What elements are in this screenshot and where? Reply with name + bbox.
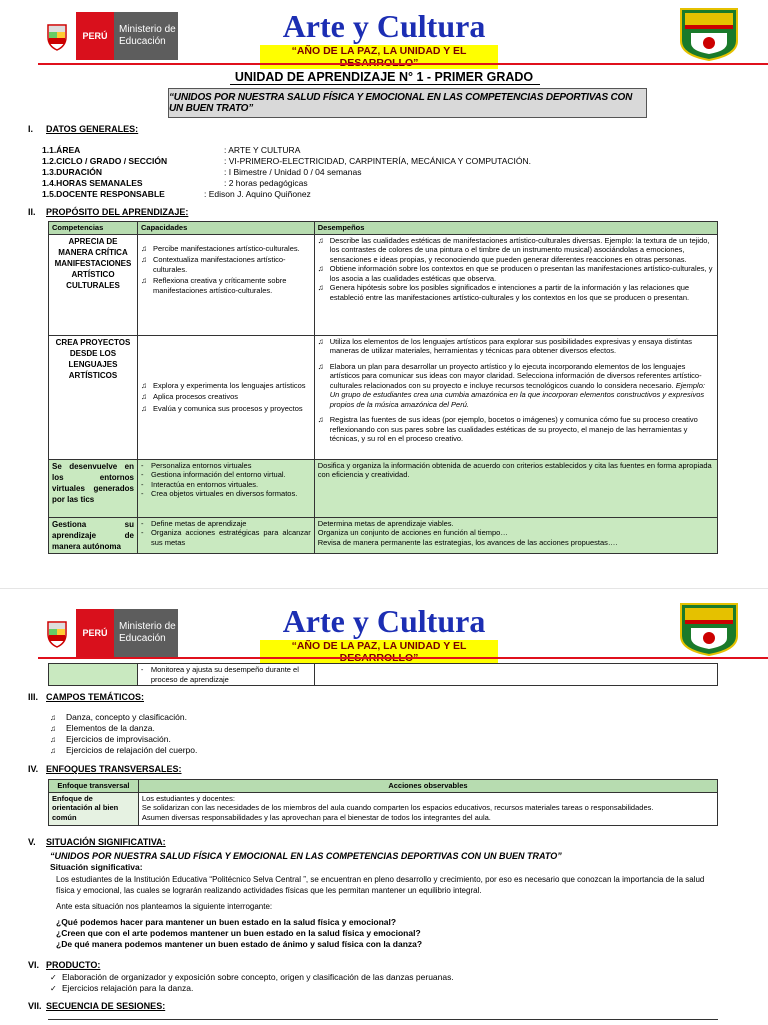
enfoque-name: Enfoque de orientación al bien común	[49, 792, 139, 825]
col-enfoque: Enfoque transversal	[49, 780, 139, 793]
desempenos-3: Dosifica y organiza la información obtenida de acuerdo con criterios establecidos y cita las fuentes en forma apropiada con eficiencia y creatividad.	[314, 459, 717, 517]
situacion-intro: Ante esta situación nos planteamos la siguiente interrogante:	[56, 902, 273, 911]
producto-list	[50, 972, 454, 994]
table-row	[49, 234, 718, 335]
table-row	[49, 459, 718, 517]
page-header	[0, 589, 768, 659]
section-situacion: V. SITUACIÓN SIGNIFICATIVA:	[28, 837, 166, 847]
list-item: ✓ Ejercicios relajación para la danza.	[50, 983, 194, 993]
table-row	[49, 517, 718, 553]
list-item: - Organiza acciones estratégicas para alcanzar sus metas	[140, 528, 311, 547]
page-header	[0, 0, 768, 70]
table-row	[49, 335, 718, 459]
motto: “AÑO DE LA PAZ, LA UNIDAD Y EL	[260, 640, 498, 664]
music-note-icon: ♫	[317, 415, 324, 424]
header-rule	[38, 657, 768, 659]
list-item: ♫ Registra las fuentes de sus ideas (por ejemplo, bocetos o imágenes) y comunica cómo fue su proceso creativo reflexionando con sus pares sobre las cualidades estéticas de su proyecto, el manejo de las herramientas y técnicas, y su rol en el proceso creativo.	[317, 415, 698, 443]
list-item: ♫ Elabora un plan para desarrollar un proyecto artístico y lo ejecuta incorporando elementos de los lenguajes artísticos para comunicar sus ideas con mayor claridad. Selecciona información de diversos referentes artístico-culturales relacionados con su proyecto e incluye recursos tecnológicos cuando lo considera necesario. Ejemplo: Un grupo de estudiantes crea una cumbia amazónica en la que incorporan elementos constructivos y expresivos propios de la música amazónica del Perú.	[317, 361, 705, 409]
list-item: ♫ Describe las cualidades estéticas de manifestaciones artístico-culturales diversas. Ejemplo: la textura de un tejido, los contrastes de colores de una pintura o el timbre de un instrumento musical) asociándolas a emociones, sensaciones e ideas propias, y reconociendo que pueden generar diferentes reacciones en otras personas.	[317, 235, 710, 264]
section-enfoques: IV. ENFOQUES TRANSVERSALES:	[28, 764, 182, 774]
ministry-name: Ministerio de Educación	[114, 12, 178, 60]
competencia-3: Se desenvuelve en los entornos virtuales generados por las tics	[49, 459, 138, 517]
question-3: ¿De qué manera podemos mantener un buen estado de ánimo y salud física con la danza?	[56, 939, 423, 949]
list-item: ♫ Evalúa y comunica sus procesos y proyectos	[140, 403, 303, 413]
motto: “AÑO DE LA PAZ, LA UNIDAD Y EL	[260, 45, 498, 69]
table-row	[49, 792, 718, 825]
section-proposito: II. PROPÓSITO DEL APRENDIZAJE:	[28, 207, 189, 217]
music-note-icon: ♫	[140, 392, 147, 402]
competencia-2: CREA PROYECTOS DESDE LOS LENGUAJES ARTÍSTICOS	[49, 335, 138, 459]
acciones-observables: Los estudiantes y docentes: Se solidarizan con las necesidades de los miembros del aula cuando comparten los espacios educativos, recursos materiales tareas o responsabilidades. Asumen diversas responsabilidades y las aprovechan para el bienestar de todos los integrantes del aula.	[138, 792, 717, 825]
question-2: ¿Creen que con el arte podemos mantener un buen estado en la salud física y emocional?	[56, 928, 421, 938]
list-item: ♫ Utiliza los elementos de los lenguajes artísticos para explorar sus posibilidades expresivas y ensaya distintas maneras de utilizar materiales, herramientas y técnicas para obtener diversos efectos.	[317, 336, 693, 355]
situacion-subtitle: Situación significativa:	[50, 862, 143, 872]
proposito-table	[48, 221, 718, 554]
music-note-icon: ♫	[140, 276, 147, 285]
school-crest-icon	[677, 602, 741, 656]
datos-row: 1.5.DOCENTE RESPONSABLE : Edison J. Aquino Quiñonez	[42, 189, 311, 199]
unidad-underline	[230, 84, 540, 85]
situacion-title: “UNIDOS POR NUESTRA SALUD FÍSICA Y EMOCIONAL EN LAS COMPETENCIAS DEPORTIVAS CON UN BUEN TRATO”	[50, 851, 562, 861]
capacidades-3	[137, 459, 314, 517]
col-competencias: Competencias	[49, 222, 138, 235]
music-note-icon: ♫	[317, 264, 324, 273]
proposito-table-continued	[48, 663, 718, 686]
list-item: - Personaliza entornos virtuales	[140, 460, 252, 470]
music-note-icon: ♫	[140, 380, 147, 390]
check-icon: ✓	[50, 984, 57, 993]
music-note-icon: ♫	[140, 243, 147, 253]
desempeno-cont	[314, 664, 717, 686]
list-item: - Interactúa en entornos virtuales.	[140, 479, 259, 489]
music-note-icon: ♫	[317, 336, 324, 346]
page-2	[0, 588, 768, 1025]
music-note-icon: ♫	[317, 235, 324, 245]
secuencia-table-top	[48, 1019, 718, 1022]
section-secuencia: VII. SECUENCIA DE SESIONES:	[28, 1001, 166, 1011]
music-note-icon: ♫	[317, 361, 324, 371]
ministry-country: PERÚ	[76, 609, 114, 657]
datos-row: 1.2.CICLO / GRADO / SECCIÓN : VI-PRIMERO-ELECTRICIDAD, CARPINTERÍA, MECÁNICA Y COMPUTACIÓN.	[42, 156, 531, 166]
list-item: ♫ Contextualiza manifestaciones artístico-culturales.	[140, 255, 286, 274]
capacidades-4	[137, 517, 314, 553]
situacion-text: Los estudiantes de la Institución Educativa “Politécnico Selva Central ”, se encuentran en pleno desarrollo y crecimiento, por eso es necesario que conozcan la importancia de la salud física y emocional, las cuales se lograrán realizando actividades físicas que les permitan mantener un equilibrio integral.	[56, 875, 705, 895]
datos-generales	[42, 145, 531, 200]
section-producto: VI. PRODUCTO:	[28, 960, 101, 970]
unit-banner: “UNIDOS POR NUESTRA SALUD FÍSICA Y EMOCIONAL EN LAS COMPETENCIAS DEPORTIVAS CON UN BUEN TRATO”	[168, 88, 647, 118]
school-crest-icon	[677, 7, 741, 61]
col-acciones: Acciones observables	[138, 780, 717, 793]
col-desempenos: Desempeños	[314, 222, 717, 235]
section-campos: III. CAMPOS TEMÁTICOS:	[28, 692, 144, 702]
header-rule	[38, 63, 768, 65]
list-item: ♫ Ejercicios de relajación del cuerpo.	[50, 745, 198, 755]
capacidad-cont: - Monitorea y ajusta su desempeño durante el proceso de aprendizaje	[137, 664, 314, 686]
competencia-cont	[49, 664, 138, 686]
list-item: ✓ Elaboración de organizador y exposición sobre concepto, origen y clasificación de las danzas peruanas.	[50, 972, 454, 982]
list-item: ♫ Elementos de la danza.	[50, 723, 155, 733]
col-capacidades: Capacidades	[137, 222, 314, 235]
list-item: ♫ Explora y experimenta los lenguajes artísticos	[140, 380, 306, 390]
page-title: Arte y Cultura	[282, 8, 486, 44]
question-1: ¿Qué podemos hacer para mantener un buen estado en la salud física y emocional?	[56, 917, 397, 927]
list-item: - Define metas de aprendizaje	[140, 518, 247, 528]
check-icon: ✓	[50, 973, 57, 982]
list-item: - Gestiona información del entorno virtual.	[140, 470, 286, 479]
music-note-icon: ♫	[317, 283, 324, 292]
music-note-icon: ♫	[50, 735, 56, 744]
competencia-1: APRECIA DE MANERA CRÍTICA MANIFESTACIONES ARTÍSTICO CULTURALES	[49, 234, 138, 335]
datos-row: 1.1.ÁREA : ARTE Y CULTURA	[42, 145, 301, 155]
capacidades-2	[137, 335, 314, 459]
list-item: - Crea objetos virtuales en diversos formatos.	[140, 489, 298, 498]
table-row	[49, 664, 718, 686]
list-item: ♫ Ejercicios de improvisación.	[50, 734, 171, 744]
desempenos-2	[314, 335, 717, 459]
desempenos-1	[314, 234, 717, 335]
music-note-icon: ♫	[140, 403, 147, 413]
unidad-title: UNIDAD DE APRENDIZAJE N° 1 - PRIMER GRADO	[234, 70, 534, 84]
list-item: ♫ Aplica procesos creativos	[140, 392, 239, 402]
section-datos: I. DATOS GENERALES:	[28, 124, 139, 134]
ministry-country: PERÚ	[76, 12, 114, 60]
capacidades-1	[137, 234, 314, 335]
list-item: ♫ Percibe manifestaciones artístico-culturales.	[140, 243, 300, 253]
music-note-icon: ♫	[50, 724, 56, 733]
ministry-name: Ministerio de Educación	[114, 609, 178, 657]
music-note-icon: ♫	[140, 255, 147, 264]
desempenos-4: Determina metas de aprendizaje viables. Organiza un conjunto de acciones en función al tiempo… Revisa de manera permanente las estrategias, los avances de las acciones propuestas….	[314, 517, 717, 553]
list-item: ♫ Danza, concepto y clasificación.	[50, 712, 187, 722]
competencia-4: Gestiona su aprendizaje de manera autónoma	[49, 517, 138, 553]
list-item: ♫ Obtiene información sobre los contextos en que se producen o presentan las manifestaciones artístico-culturales, y los asocia a las cualidades estéticas que observa.	[317, 264, 713, 283]
list-item: ♫ Genera hipótesis sobre los posibles significados e intenciones a partir de la información y las relaciones que estableció entre las manifestaciones artístico-culturales y los contextos en los que se producen o presentan.	[317, 283, 690, 302]
music-note-icon: ♫	[50, 746, 56, 755]
page-title: Arte y Cultura	[282, 603, 486, 639]
datos-row: 1.4.HORAS SEMANALES : 2 horas pedagógicas	[42, 178, 308, 188]
enfoques-table	[48, 779, 718, 826]
datos-row: 1.3.DURACIÓN : I Bimestre / Unidad 0 / 04 semanas	[42, 167, 362, 177]
list-item: ♫ Reflexiona creativa y críticamente sobre manifestaciones artístico-culturales.	[140, 276, 287, 295]
campos-list	[50, 712, 197, 756]
music-note-icon: ♫	[50, 713, 56, 722]
